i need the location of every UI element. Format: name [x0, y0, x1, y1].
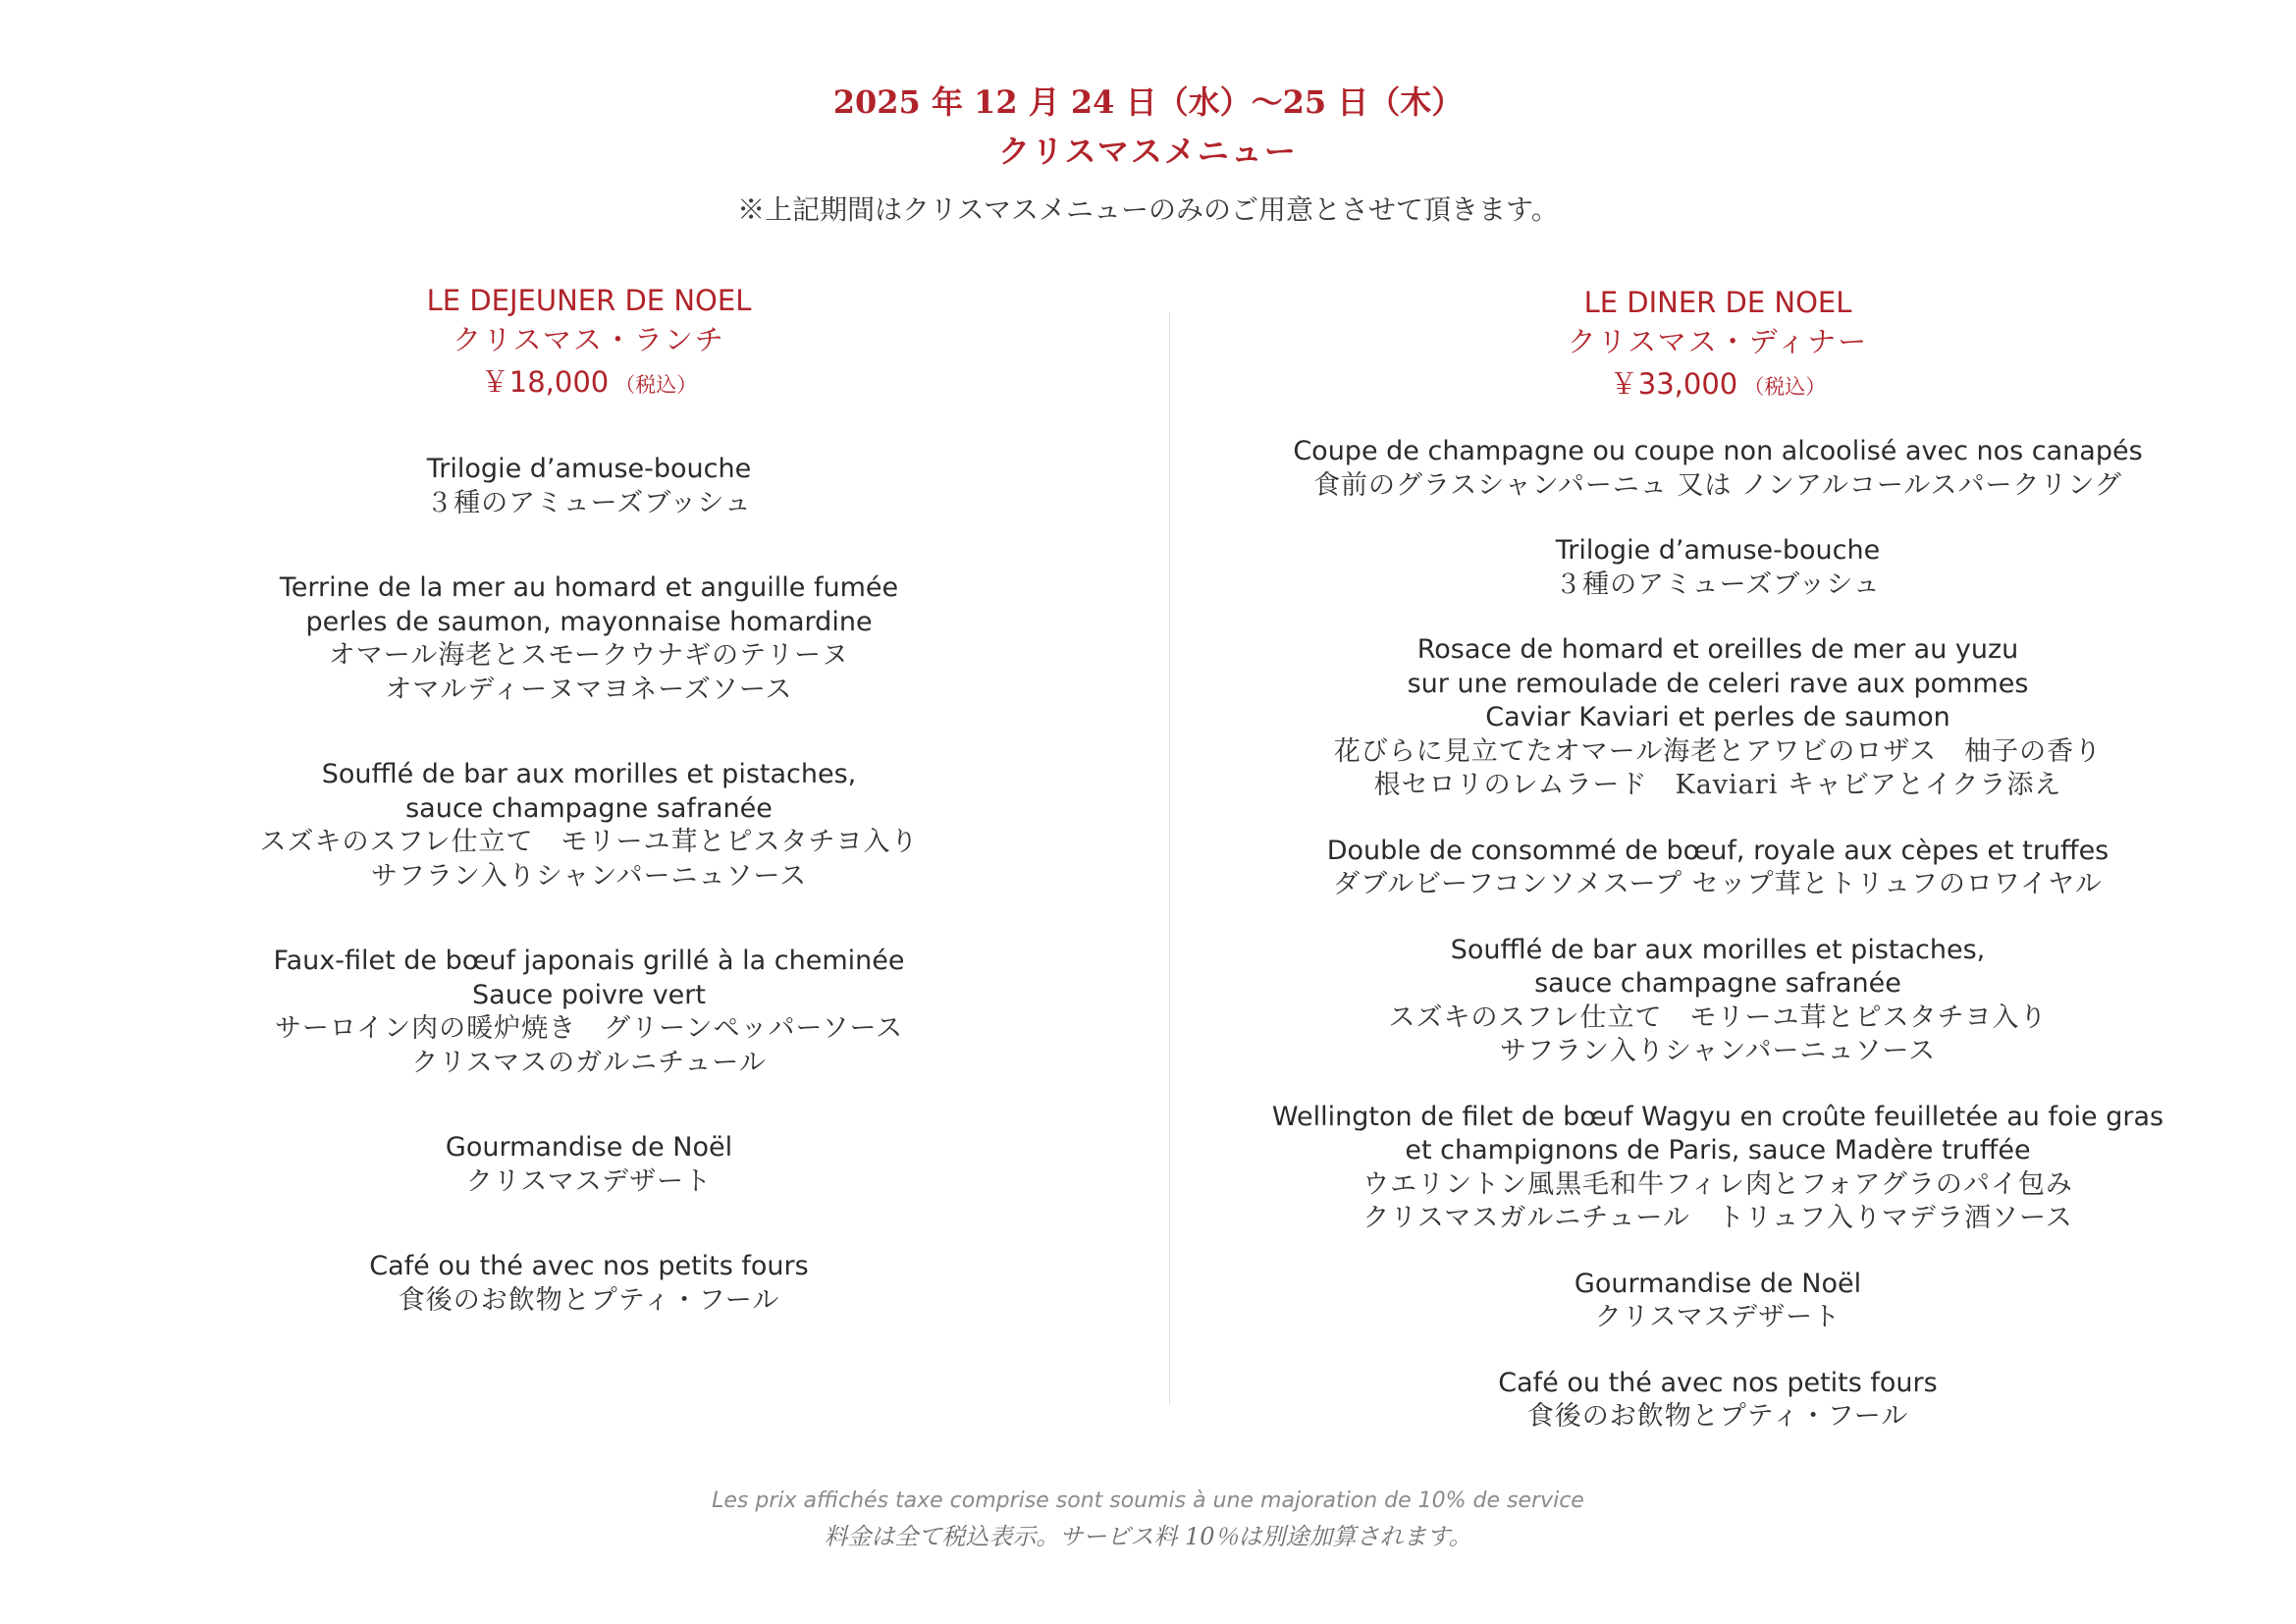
course-item — [1227, 1101, 2209, 1236]
course-name-fr: Double de consommé de bœuf, royale aux cèpes et truffes — [1326, 835, 2109, 866]
menu-header — [0, 79, 2296, 236]
course-name-fr: Terrine de la mer au homard et anguille fumée — [279, 572, 899, 603]
course-name-jp: サフラン入りシャンパーニュソース — [370, 860, 808, 892]
course-item — [196, 1131, 982, 1199]
course-name-jp: 食後のお飲物とプティ・フール — [1526, 1401, 1909, 1432]
course-name-jp: 根セロリのレムラード Kaviari キャビアとイクラ添え — [1373, 770, 2062, 800]
dinner-price-line — [1227, 361, 2209, 409]
course-item — [1227, 1268, 2209, 1335]
course-name-jp: 花びらに見立てたオマール海老とアワビのロザス 柚子の香り — [1333, 735, 2103, 767]
lunch-title-jp: クリスマス・ランチ — [453, 323, 725, 356]
course-item — [1227, 1367, 2209, 1435]
course-name-fr: et champignons de Paris, sauce Madère truffée — [1405, 1135, 2031, 1165]
course-name-jp: ３種のアミューズブッシュ — [1555, 568, 1881, 600]
lunch-price-line — [196, 359, 982, 407]
course-name-jp: サフラン入りシャンパーニュソース — [1499, 1036, 1937, 1066]
course-name-fr: Café ou thé avec nos petits fours — [369, 1251, 809, 1281]
event-dates: 2025 年 12 月 24 日（水）～25 日（木） — [832, 83, 1464, 121]
course-name-jp: クリスマスのガルニチュール — [411, 1047, 767, 1078]
course-name-jp: オマール海老とスモークウナギのテリーヌ — [328, 640, 850, 671]
course-name-fr: sauce champagne safranée — [1534, 968, 1901, 999]
course-name-jp: ウエリントン風黒毛和牛フィレ肉とフォアグラのパイ包み — [1362, 1168, 2073, 1200]
course-name-jp: ３種のアミューズブッシュ — [426, 487, 752, 518]
course-item — [1227, 835, 2209, 902]
page-title: クリスマスメニュー — [998, 133, 1298, 170]
course-name-jp: クリスマスデザート — [465, 1165, 713, 1197]
column-divider — [1169, 312, 1170, 1404]
course-item — [1227, 534, 2209, 602]
course-name-fr: Sauce poivre vert — [472, 979, 706, 1010]
course-name-fr: Trilogie d’amuse-bouche — [426, 454, 752, 484]
course-name-fr: Trilogie d’amuse-bouche — [1555, 535, 1881, 566]
course-name-jp: スズキのスフレ仕立て モリーユ茸とピスタチヨ入り — [259, 827, 919, 857]
course-item — [196, 571, 982, 707]
course-name-fr: Soufflé de bar aux morilles et pistaches, — [321, 759, 857, 789]
course-name-fr: sauce champagne safranée — [405, 792, 773, 824]
course-item — [196, 453, 982, 520]
course-name-jp: 食後のお飲物とプティ・フール — [398, 1284, 780, 1316]
course-item — [1227, 633, 2209, 803]
course-name-fr: sur une remoulade de celeri rave aux pommes — [1407, 668, 2029, 699]
course-item — [196, 758, 982, 893]
lunch-title-fr: LE DEJEUNER DE NOEL — [426, 284, 752, 317]
course-item — [196, 945, 982, 1080]
course-name-jp: クリスマスデザート — [1594, 1302, 1842, 1332]
course-name-jp: スズキのスフレ仕立て モリーユ茸とピスタチヨ入り — [1388, 1001, 2048, 1033]
lunch-price: ￥18,000 — [480, 365, 610, 399]
course-name-fr: Café ou thé avec nos petits fours — [1498, 1367, 1938, 1398]
course-name-fr: Soufflé de bar aux morilles et pistaches, — [1450, 934, 1986, 965]
course-name-fr: Rosace de homard et oreilles de mer au yuzu — [1416, 634, 2019, 665]
course-name-jp: 食前のグラスシャンパーニュ 又は ノンアルコールスパークリング — [1313, 469, 2122, 501]
dinner-title-jp: クリスマス・ディナー — [1567, 325, 1869, 358]
course-item — [196, 1250, 982, 1318]
course-name-fr: Gourmandise de Noël — [1574, 1268, 1862, 1299]
period-notice: ※上記期間はクリスマスメニューのみのご用意とさせて頂きます。 — [737, 193, 1559, 226]
course-item — [1227, 435, 2209, 503]
service-note-jp: 料金は全て税込表示。サービス料 10％は別途加算されます。 — [824, 1523, 1472, 1550]
dinner-tax-note: （税込） — [1743, 375, 1827, 399]
service-note-fr: Les prix affichés taxe comprise sont soumis à une majoration de 10% de service — [712, 1489, 1584, 1513]
course-item — [1227, 934, 2209, 1069]
course-name-fr: Caviar Kaviari et perles de saumon — [1485, 702, 1950, 732]
dinner-menu — [1227, 283, 2209, 1466]
course-name-fr: Wellington de filet de bœuf Wagyu en croûte feuilletée au foie gras — [1271, 1101, 2164, 1132]
dinner-title-fr: LE DINER DE NOEL — [1583, 286, 1852, 319]
course-name-jp: ダブルビーフコンソメスープ セップ茸とトリュフのロワイヤル — [1333, 869, 2103, 899]
course-name-fr: Faux-filet de bœuf japonais grillé à la cheminée — [273, 946, 905, 976]
service-charge-note — [0, 1485, 2296, 1555]
course-name-fr: Coupe de champagne ou coupe non alcoolisé avec nos canapés — [1293, 436, 2143, 466]
lunch-course-list — [196, 453, 982, 1318]
dinner-course-list — [1227, 435, 2209, 1435]
course-name-jp: サーロイン肉の暖炉焼き グリーンペッパーソース — [274, 1013, 904, 1044]
course-name-jp: オマルディーヌマヨネーズソース — [385, 674, 793, 705]
course-name-fr: perles de saumon, mayonnaise homardine — [305, 606, 873, 637]
lunch-menu — [196, 281, 982, 1369]
dinner-price: ￥33,000 — [1609, 367, 1738, 401]
course-name-jp: クリスマスガルニチュール トリュフ入りマデラ酒ソース — [1362, 1203, 2073, 1233]
course-name-fr: Gourmandise de Noël — [445, 1132, 733, 1163]
lunch-tax-note: （税込） — [614, 373, 698, 397]
